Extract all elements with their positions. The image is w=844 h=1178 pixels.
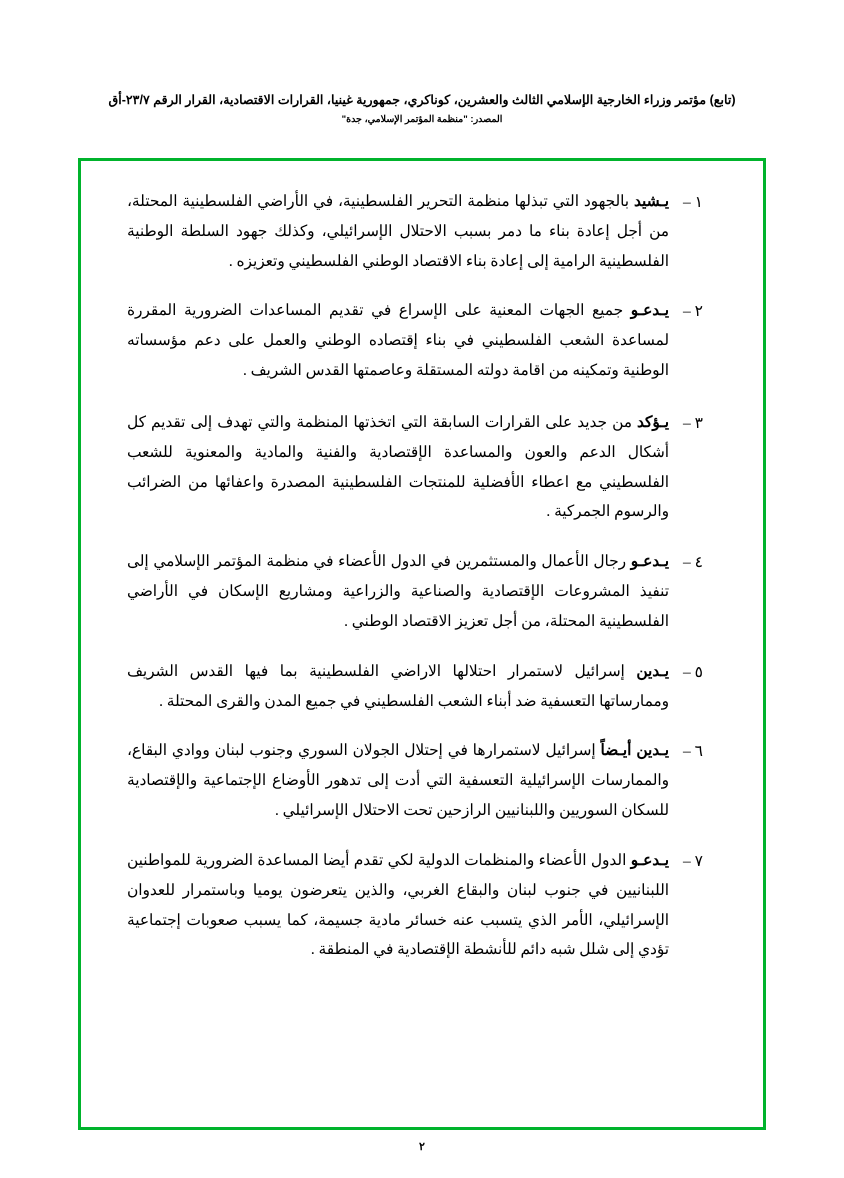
list-item [127,408,717,527]
clause-number: ٣ – [683,414,703,432]
list-item [127,547,717,636]
clause-list [127,187,717,1117]
clause-body [127,846,669,965]
clause-body [127,408,669,527]
clause-content: رجال الأعمال والمستثمرين في الدول الأعضاء في منظمة المؤتمر الإسلامي إلى تنفيذ المشروعات الإقتصادية والصناعية والزراعية ومشاريع الإسكان في الأراضي الفلسطينية المحتلة، من أجل تعزيز الاقتصاد الوطني . [127,553,669,630]
clause-number: ٦ – [683,743,703,761]
header-title: (تابع) مؤتمر وزراء الخارجية الإسلامي الثالث والعشرين، كوناكري، جمهورية غينيا، القرارات الاقتصادية، القرار الرقم ٢٣/٧-أق [108,93,736,107]
clause-lead: يـؤكد [637,413,669,431]
clause-number: ٢ – [683,303,703,321]
clause-body [127,296,669,385]
header-source: المصدر: "منظمة المؤتمر الإسلامي، جدة" [341,113,503,125]
clause-number: ١ – [683,194,703,211]
clause-content: الدول الأعضاء والمنظمات الدولية لكي تقدم أيضا المساعدة الضرورية للمواطنين اللبنانيين في جنوب لبنان والبقاع الغربي، والذين يتعرضون يوميا وباستمرار للعدوان الإسرائيلي، الأمر الذي يتسبب عنه خسائر مادية جسيمة، كما يسبب صعوبات إجتماعية تؤدي إلى شلل شبه دائم للأنشطة الإقتصادية في المنطقة . [127,851,669,959]
page-number: ٢ [419,1141,425,1153]
clause-number: ٥ – [683,663,703,681]
clause-lead: يـدين [636,662,669,680]
list-item [127,657,717,717]
clause-number: ٧ – [683,852,703,870]
clause-content: بالجهود التي تبذلها منظمة التحرير الفلسطينية، في الأراضي الفلسطينية المحتلة، من أجل إعادة بناء ما دمر بسبب الاحتلال الإسرائيلي، وكذلك جهود السلطة الوطنية الفلسطينية الرامية إلى إعادة بناء الاقتصاد الوطني الفلسطيني وتعزيزه . [127,193,669,270]
clause-lead: يـدعـو [630,302,669,320]
clause-body [127,657,669,717]
clause-lead: يـدعـو [630,553,669,571]
list-item [127,736,717,825]
clause-lead: يـشيد [633,193,670,210]
list-item [127,846,717,965]
page-header [96,92,748,127]
clause-lead: يـدين أيـضاً [600,742,669,760]
clause-content: إسرائيل لاستمرار احتلالها الاراضي الفلسطينية بما فيها القدس الشريف وممارساتها التعسفية ضد أبناء الشعب الفلسطيني في جميع المدن والقرى المحتلة . [127,662,669,710]
clause-lead: يـدعـو [630,851,669,869]
clause-content: جميع الجهات المعنية على الإسراع في تقديم المساعدات الضرورية المقررة لمساعدة الشعب الفلسطيني في بناء إقتصاده الوطني والعمل على دعم مؤسساته الوطنية وتمكينه من اقامة دولته المستقلة وعاصمتها القدس الشريف . [127,302,669,380]
clause-content: إسرائيل لاستمرارها في إحتلال الجولان السوري وجنوب لبنان ووادي البقاع، والممارسات الإسرائيلية التعسفية التي أدت إلى تدهور الأوضاع الإجتماعية والإقتصادية للسكان السوريين واللبنانيين الرازحين تحت الاحتلال الإسرائيلي . [127,742,669,820]
clause-content: من جديد على القرارات السابقة التي اتخذتها المنظمة والتي تهدف إلى تقديم كل أشكال الدعم والعون والمساعدة الإقتصادية والفنية والمادية والمعنوية للشعب الفلسطيني مع اعطاء الأفضلية للمنتجات الفلسطينية المصدرة واعفائها من الضرائب والرسوم الجمركية . [127,413,669,521]
clause-body [127,187,669,276]
clause-body [127,736,669,825]
list-item [127,296,717,385]
list-item [127,187,717,276]
content-frame [78,158,766,1130]
clause-number: ٤ – [683,554,703,572]
clause-body [127,547,669,636]
